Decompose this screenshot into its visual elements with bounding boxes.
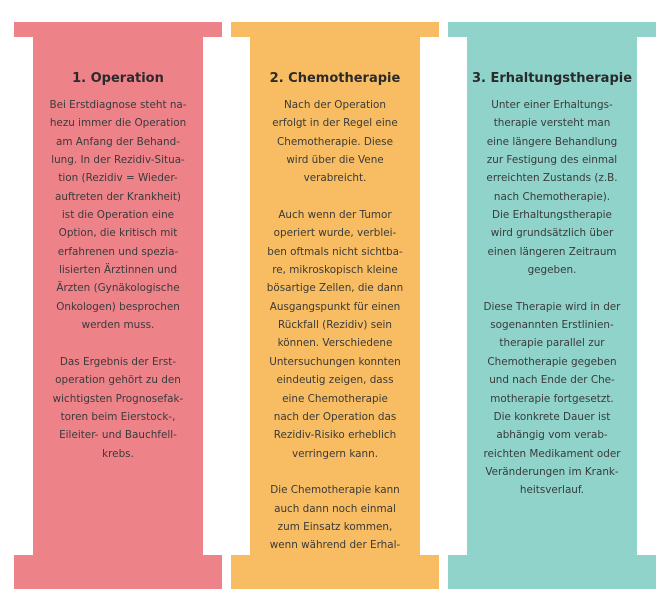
text-line: sogenannten Erstlinien- — [490, 319, 614, 332]
text-line: tion (Rezidiv = Wieder- — [58, 172, 178, 185]
pillar-capital — [448, 22, 656, 37]
text-line: gegeben. — [527, 264, 577, 277]
column-body — [467, 96, 637, 518]
text-line: Die konkrete Dauer ist — [493, 410, 611, 423]
text-line: motherapie fortgesetzt. — [490, 392, 614, 405]
column-title: 1. Operation — [72, 71, 164, 86]
column-paragraph — [250, 96, 420, 188]
text-line: verringern kann. — [291, 447, 379, 460]
column-chemotherapie — [231, 22, 439, 589]
column-paragraph — [33, 96, 203, 334]
text-line: Rückfall (Rezidiv) sein — [278, 319, 392, 332]
text-line: verabreicht. — [303, 172, 367, 185]
text-line: und nach Ende der Che- — [489, 374, 615, 387]
text-line: hezu immer die Operation — [49, 117, 187, 130]
text-line: wenn während der Erhal- — [269, 539, 401, 552]
pillar-capital — [231, 22, 439, 37]
text-line: zur Festigung des einmal — [486, 154, 618, 167]
text-line: erfahrenen und spezia- — [57, 245, 179, 258]
text-line: Nach der Operation — [283, 99, 386, 111]
pillar-shaft — [250, 37, 420, 555]
text-line: nach der Operation das — [273, 410, 397, 423]
text-line: lisierten Ärztinnen und — [58, 264, 178, 277]
text-line: abhängig vom verab- — [496, 429, 608, 442]
text-line: reichten Medikament oder — [483, 447, 621, 460]
text-line: re, mikroskopisch kleine — [272, 264, 398, 277]
text-line: wird über die Vene — [286, 154, 384, 167]
text-line: Rezidiv-Risiko erheblich — [273, 429, 397, 442]
text-line: wird grundsätzlich über — [490, 227, 614, 240]
text-line: Chemotherapie gegeben — [487, 355, 617, 368]
text-line: Untersuchungen konnten — [269, 355, 401, 368]
text-line: heitsverlauf. — [519, 484, 585, 497]
text-line: Veränderungen im Krank- — [485, 465, 619, 478]
text-line: erfolgt in der Regel eine — [272, 117, 398, 130]
pillar-capital — [14, 22, 222, 37]
text-line: Bei Erstdiagnose steht na- — [49, 99, 187, 111]
text-line: ist die Operation eine — [61, 209, 175, 222]
text-line: einen längeren Zeitraum — [487, 245, 617, 258]
pillar-base — [448, 555, 656, 589]
text-line: Onkologen) besprochen — [56, 300, 180, 313]
text-line: Unter einer Erhaltungs- — [491, 99, 613, 111]
text-line: toren beim Eierstock-, — [60, 410, 176, 423]
text-line: nach Chemotherapie). — [493, 190, 611, 203]
text-line: Das Ergebnis der Erst- — [59, 355, 177, 368]
text-line: eindeutig zeigen, dass — [276, 374, 394, 387]
text-line: auch dann noch einmal — [274, 502, 396, 515]
text-line: ben oftmals nicht sichtba- — [267, 245, 403, 258]
column-paragraph — [250, 206, 420, 463]
column-title: 2. Chemotherapie — [269, 71, 401, 86]
text-line: Die Erhaltungstherapie — [492, 209, 612, 222]
text-line: operiert wurde, verblei- — [273, 227, 397, 240]
text-line: Chemotherapie. Diese — [277, 135, 393, 148]
text-line: Ausgangspunkt für einen — [269, 300, 401, 313]
text-line: Auch wenn der Tumor — [278, 209, 392, 222]
text-line: Ärzten (Gynäkologische — [56, 282, 180, 295]
pillar-shaft — [467, 37, 637, 555]
column-paragraph — [467, 96, 637, 279]
column-operation — [14, 22, 222, 589]
column-paragraph — [33, 353, 203, 463]
text-line: erreichten Zustands (z.B. — [486, 172, 618, 185]
column-title: 3. Erhaltungstherapie — [471, 71, 633, 86]
text-line: operation gehört zu den — [55, 374, 181, 387]
pillar-shaft — [33, 37, 203, 555]
column-body — [250, 96, 420, 610]
text-line: wichtigsten Prognosefak- — [52, 392, 184, 405]
text-line: können. Verschiedene — [277, 337, 393, 350]
text-line: zum Einsatz kommen, — [277, 520, 393, 533]
text-line: Eileiter- und Bauchfell- — [59, 429, 177, 442]
text-line: krebs. — [102, 447, 134, 460]
text-line: eine längere Behandlung — [486, 135, 618, 148]
pillar-base — [14, 555, 222, 589]
text-line: Option, die kritisch mit — [58, 227, 178, 240]
text-line: Diese Therapie wird in der — [483, 300, 621, 313]
text-line: eine Chemotherapie — [282, 392, 388, 405]
text-line: am Anfang der Behand- — [56, 135, 180, 148]
column-paragraph — [467, 298, 637, 500]
text-line: Die Chemotherapie kann — [270, 484, 400, 497]
text-line: therapie versteht man — [493, 117, 611, 130]
text-line: therapie parallel zur — [499, 337, 605, 350]
text-line: bösartige Zellen, die dann — [266, 282, 404, 295]
text-line: lung. In der Rezidiv-Situa- — [51, 154, 185, 167]
text-line: auftreten der Krankheit) — [55, 190, 181, 203]
pillar-base — [231, 555, 439, 589]
column-body — [33, 96, 203, 481]
text-line: werden muss. — [81, 319, 155, 332]
column-erhaltungstherapie — [448, 22, 656, 589]
